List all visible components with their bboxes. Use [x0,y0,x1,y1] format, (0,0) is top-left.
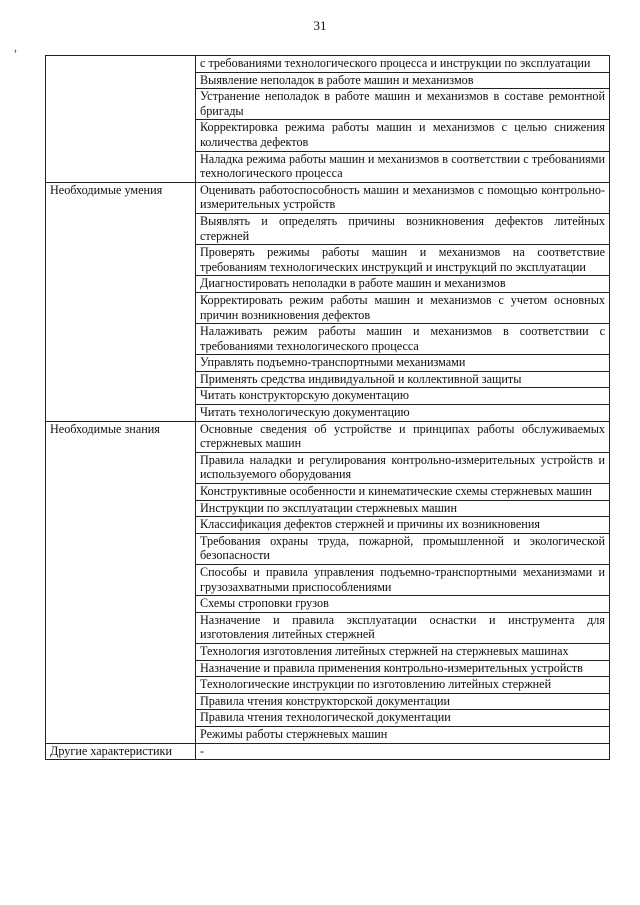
item-cell: Основные сведения об устройстве и принципах работы обслуживаемых стержневых машин [196,421,610,452]
item-cell: Выявление неполадок в работе машин и механизмов [196,72,610,89]
item-cell: Оценивать работоспособность машин и механизмов с помощью контрольно-измерительных устройств [196,182,610,213]
item-cell: - [196,743,610,760]
item-cell: Налаживать режим работы машин и механизмов в соответствии с требованиями технологического процесса [196,324,610,355]
characteristics-table [45,55,610,760]
item-cell: Технология изготовления литейных стержней на стержневых машинах [196,643,610,660]
item-cell: Наладка режима работы машин и механизмов в соответствии с требованиями технологического процесса [196,151,610,182]
table-row [46,56,610,73]
category-cell: Необходимые умения [46,182,196,421]
item-cell: Технологические инструкции по изготовлению литейных стержней [196,677,610,694]
table-row [46,743,610,760]
item-cell: Правила чтения технологической документации [196,710,610,727]
table-row [46,182,610,213]
item-cell: Классификация дефектов стержней и причины их возникновения [196,517,610,534]
item-cell: Правила наладки и регулирования контрольно-измерительных устройств и используемого оборудования [196,452,610,483]
category-cell: Другие характеристики [46,743,196,760]
item-cell: Назначение и правила эксплуатации оснастки и инструмента для изготовления литейных стержней [196,612,610,643]
item-cell: Инструкции по эксплуатации стержневых машин [196,500,610,517]
item-cell: Схемы строповки грузов [196,596,610,613]
item-cell: Устранение неполадок в работе машин и механизмов в составе ремонтной бригады [196,89,610,120]
category-cell: Необходимые знания [46,421,196,743]
item-cell: Способы и правила управления подъемно-транспортными механизмами и грузозахватными приспособлениями [196,565,610,596]
table-body [46,56,610,760]
item-cell: Читать конструкторскую документацию [196,388,610,405]
table-row [46,421,610,452]
item-cell: Корректировка режима работы машин и механизмов с целью снижения количества дефектов [196,120,610,151]
scan-corner-mark: , [14,40,17,54]
item-cell: Выявлять и определять причины возникновения дефектов литейных стержней [196,213,610,244]
item-cell: с требованиями технологического процесса и инструкции по эксплуатации [196,56,610,73]
item-cell: Корректировать режим работы машин и механизмов с учетом основных причин возникновения дефектов [196,292,610,323]
item-cell: Конструктивные особенности и кинематические схемы стержневых машин [196,484,610,501]
item-cell: Применять средства индивидуальной и коллективной защиты [196,371,610,388]
item-cell: Читать технологическую документацию [196,405,610,422]
item-cell: Правила чтения конструкторской документации [196,693,610,710]
category-cell [46,56,196,183]
item-cell: Проверять режимы работы машин и механизмов на соответствие требованиям технологических инструкций и инструкций по эксплуатации [196,245,610,276]
item-cell: Режимы работы стержневых машин [196,726,610,743]
page-number: 31 [313,18,327,33]
item-cell: Управлять подъемно-транспортными механизмами [196,355,610,372]
item-cell: Требования охраны труда, пожарной, промышленной и экологической безопасности [196,533,610,564]
item-cell: Диагностировать неполадки в работе машин и механизмов [196,276,610,293]
item-cell: Назначение и правила применения контрольно-измерительных устройств [196,660,610,677]
